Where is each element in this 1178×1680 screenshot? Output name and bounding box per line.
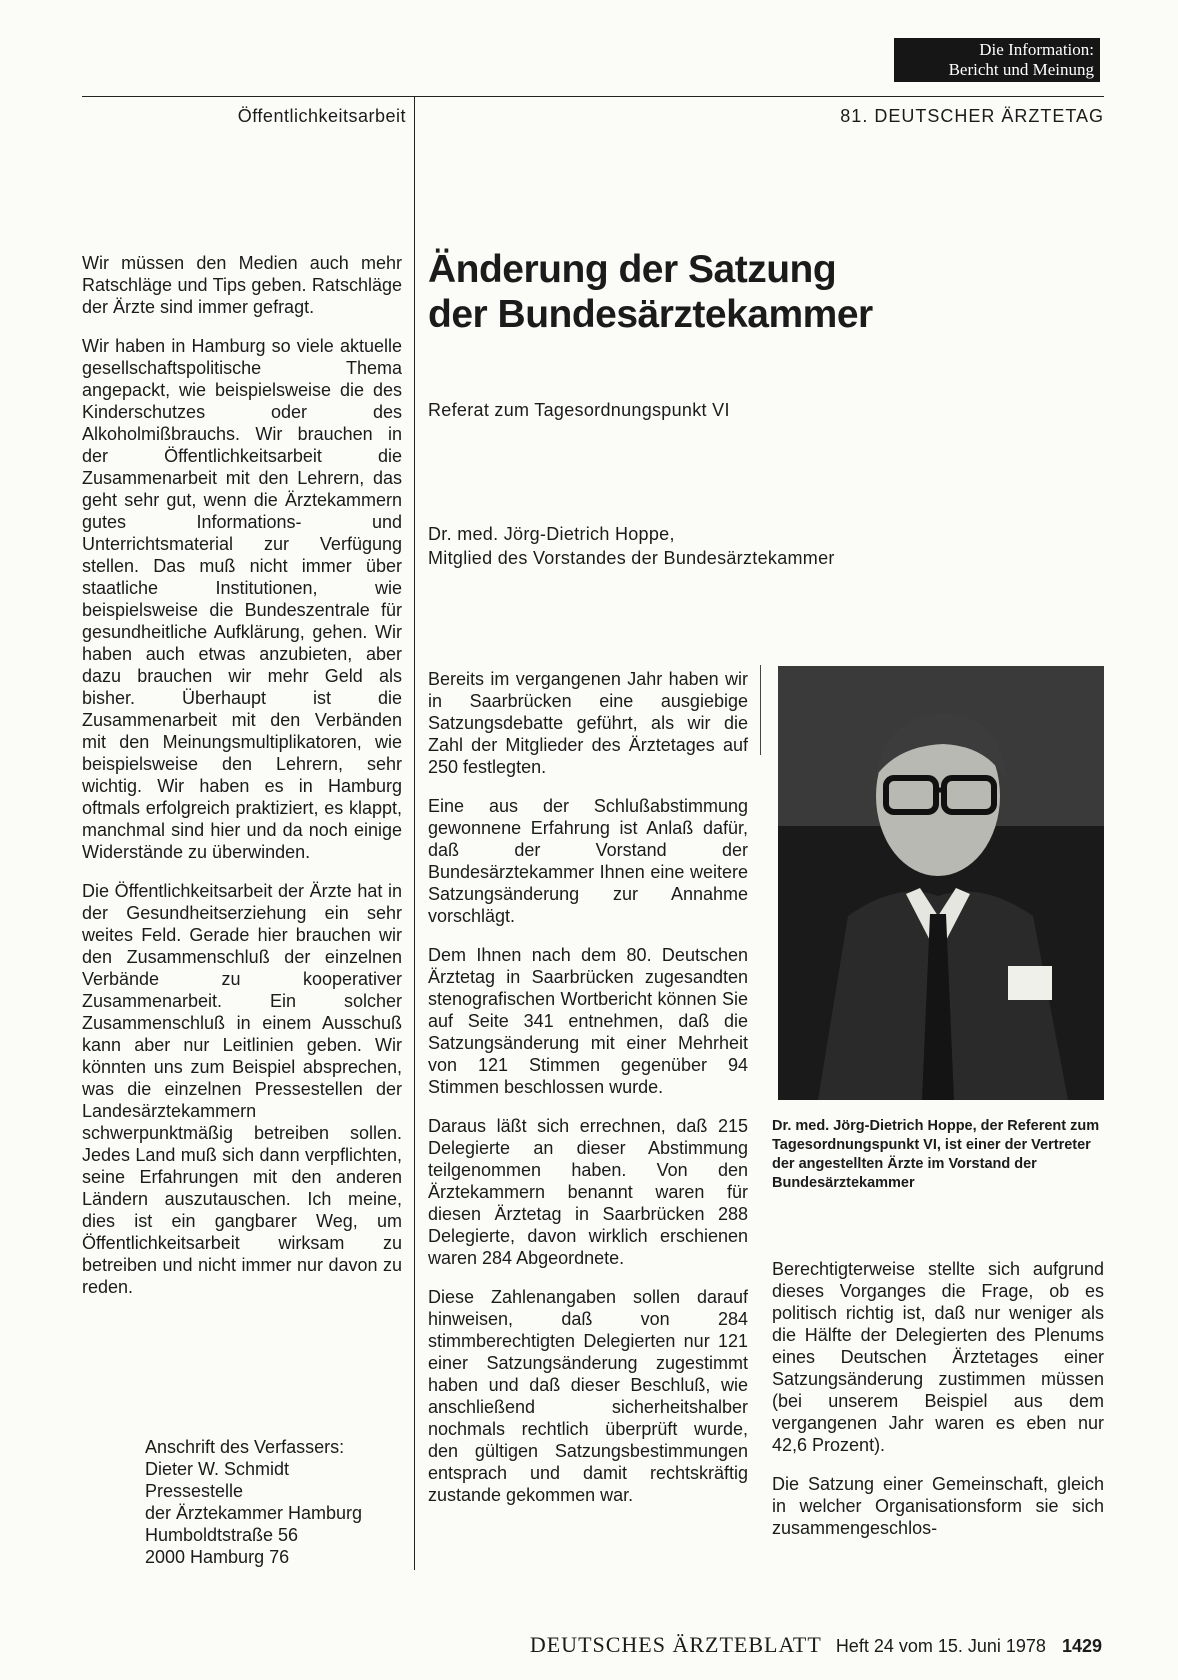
address-line: 2000 Hamburg 76 bbox=[145, 1547, 290, 1567]
middle-paragraph-2: Eine aus der Schlußabstimmung gewonnene Erfahrung ist Anlaß dafür, daß der Vorstand der Bundesärztekammer Ihnen eine weitere Satzungsänderung zur Annahme vorschlägt. bbox=[428, 796, 748, 926]
portrait-photo bbox=[778, 666, 1104, 1100]
badge-line-2: Bericht und Meinung bbox=[948, 60, 1094, 79]
article-subtitle: Referat zum Tagesordnungspunkt VI bbox=[428, 400, 730, 420]
photo-caption: Dr. med. Jörg-Dietrich Hoppe, der Referent zum Tagesordnungspunkt VI, ist einer der Vertreter der angestellten Ärzte im Vorstand der Bundesärztekammer bbox=[772, 1118, 1100, 1191]
address-line: Humboldtstraße 56 bbox=[145, 1525, 299, 1545]
badge-line-1: Die Information: bbox=[979, 40, 1094, 59]
middle-paragraph-1: Bereits im vergangenen Jahr haben wir in Saarbrücken eine ausgiebige Satzungsdebatte geführt, als wir die Zahl der Mitglieder des Ärztetages auf 250 festlegten. bbox=[428, 669, 748, 777]
middle-column bbox=[428, 668, 748, 1523]
title-line-2: der Bundesärztekammer bbox=[428, 293, 873, 336]
page-footer bbox=[82, 1632, 1102, 1658]
column-divider bbox=[414, 96, 415, 1570]
address-line: der Ärztekammer Hamburg bbox=[145, 1503, 363, 1523]
address-line: Dieter W. Schmidt bbox=[145, 1459, 290, 1479]
address-line: Pressestelle bbox=[145, 1481, 244, 1501]
left-paragraph-3: Die Öffentlichkeitsarbeit der Ärzte hat in der Gesundheitserziehung ein sehr weites Feld. Gerade hier brauchen wir den Zusammenschluß der einzelnen Verbände zu kooperativer Zusammenarbeit. Ein solcher Zusammenschluß in einem Ausschuß kann aber nur Leitlinien geben. Wir könnten uns zum Beispiel absprechen, was die einzelnen Pressestellen der Landesärztekammern schwerpunktmäßig betreiben sollen. Jedes Land muß sich dann verpflichten, seine Erfahrungen mit den anderen Ländern auszutauschen. Ich meine, dies ist ein gangbarer Weg, um Öffentlichkeitsarbeit wirksam zu betreiben und nicht immer nur davon zu reden. bbox=[82, 881, 402, 1297]
address-line: Anschrift des Verfassers: bbox=[145, 1437, 345, 1457]
page-number: 1429 bbox=[1061, 1636, 1102, 1656]
right-column bbox=[772, 1258, 1104, 1556]
issue-info: Heft 24 vom 15. Juni 1978 bbox=[835, 1636, 1046, 1656]
left-paragraph-1: Wir müssen den Medien auch mehr Ratschläge und Tips geben. Ratschläge der Ärzte sind immer gefragt. bbox=[82, 253, 402, 317]
article-title bbox=[428, 247, 1104, 337]
header-rule bbox=[82, 96, 1104, 97]
magazine-name: DEUTSCHES ÄRZTEBLATT bbox=[529, 1632, 822, 1657]
author-name: Dr. med. Jörg-Dietrich Hoppe, bbox=[428, 524, 675, 544]
congress-label: 81. DEUTSCHER ÄRZTETAG bbox=[840, 106, 1104, 126]
right-paragraph-1: Berechtigterweise stellte sich aufgrund dieses Vorganges die Frage, ob es politisch richtig ist, daß nur weniger als die Hälfte der Delegierten des Plenums eines Deutschen Ärztetages einer Satzungsänderung zustimmen müssen (bei unserem Beispiel aus dem vergangenen Jahr waren es eben nur 42,6 Prozent). bbox=[772, 1259, 1104, 1455]
author-address bbox=[145, 1436, 407, 1568]
title-line-1: Änderung der Satzung bbox=[428, 248, 837, 291]
section-badge bbox=[894, 38, 1100, 82]
author-block bbox=[428, 522, 1104, 570]
middle-paragraph-4: Daraus läßt sich errechnen, daß 215 Delegierte an dieser Abstimmung teilgenommen haben. Von den Ärztekammern benannt waren für diesen Ärztetag in Saarbrücken 288 Delegierte, davon wirklich erschienen waren 284 Abgeordnete. bbox=[428, 1116, 748, 1268]
left-paragraph-2: Wir haben in Hamburg so viele aktuelle gesellschaftspolitische Thema angepackt, wie beispielsweise die des Kinderschutzes oder des Alkoholmißbrauchs. Wir brauchen in der Öffentlichkeitsarbeit die Zusammenarbeit mit den Lehrern, das geht sehr gut, wenn die Ärztekammern gutes Informations- und Unterrichtsmaterial zur Verfügung stellen. Das muß nicht immer über staatliche Institutionen, wie beispielsweise die Bundeszentrale für gesundheitliche Aufklärung, gehen. Wir haben auch etwas anzubieten, aber dazu brauchen wir mehr Geld als bisher. Überhaupt ist die Zusammenarbeit mit den Verbänden mit den Meinungsmultiplikatoren, wie beispielsweise den Lehrern, sehr wichtig. Wir haben es in Hamburg oftmals erfolgreich praktiziert, es klappt, manchmal sind hier und da noch einige Widerstände zu überwinden. bbox=[82, 336, 402, 862]
middle-paragraph-5: Diese Zahlenangaben sollen darauf hinweisen, daß von 284 stimmberechtigten Delegierten nur 121 einer Satzungsänderung zugestimmt haben und daß dieser Beschluß, wie anschließend sicherheitshalber nochmals rechtlich überprüft wurde, den gültigen Satzungsbestimmungen entsprach und damit rechtskräftig zustande gekommen war. bbox=[428, 1287, 748, 1505]
portrait-illustration bbox=[778, 666, 1104, 1100]
left-column bbox=[82, 252, 402, 1315]
author-role: Mitglied des Vorstandes der Bundesärztekammer bbox=[428, 548, 835, 568]
photo-side-rule bbox=[760, 665, 761, 755]
section-label: Öffentlichkeitsarbeit bbox=[237, 106, 406, 126]
middle-paragraph-3: Dem Ihnen nach dem 80. Deutschen Ärztetag in Saarbrücken zugesandten stenografischen Wortbericht können Sie auf Seite 341 entnehmen, daß die Satzungsänderung mit einer Mehrheit von 121 Stimmen gegenüber 94 Stimmen beschlossen wurde. bbox=[428, 945, 748, 1097]
right-paragraph-2: Die Satzung einer Gemeinschaft, gleich in welcher Organisationsform sie sich zusammengeschlos- bbox=[772, 1474, 1104, 1538]
